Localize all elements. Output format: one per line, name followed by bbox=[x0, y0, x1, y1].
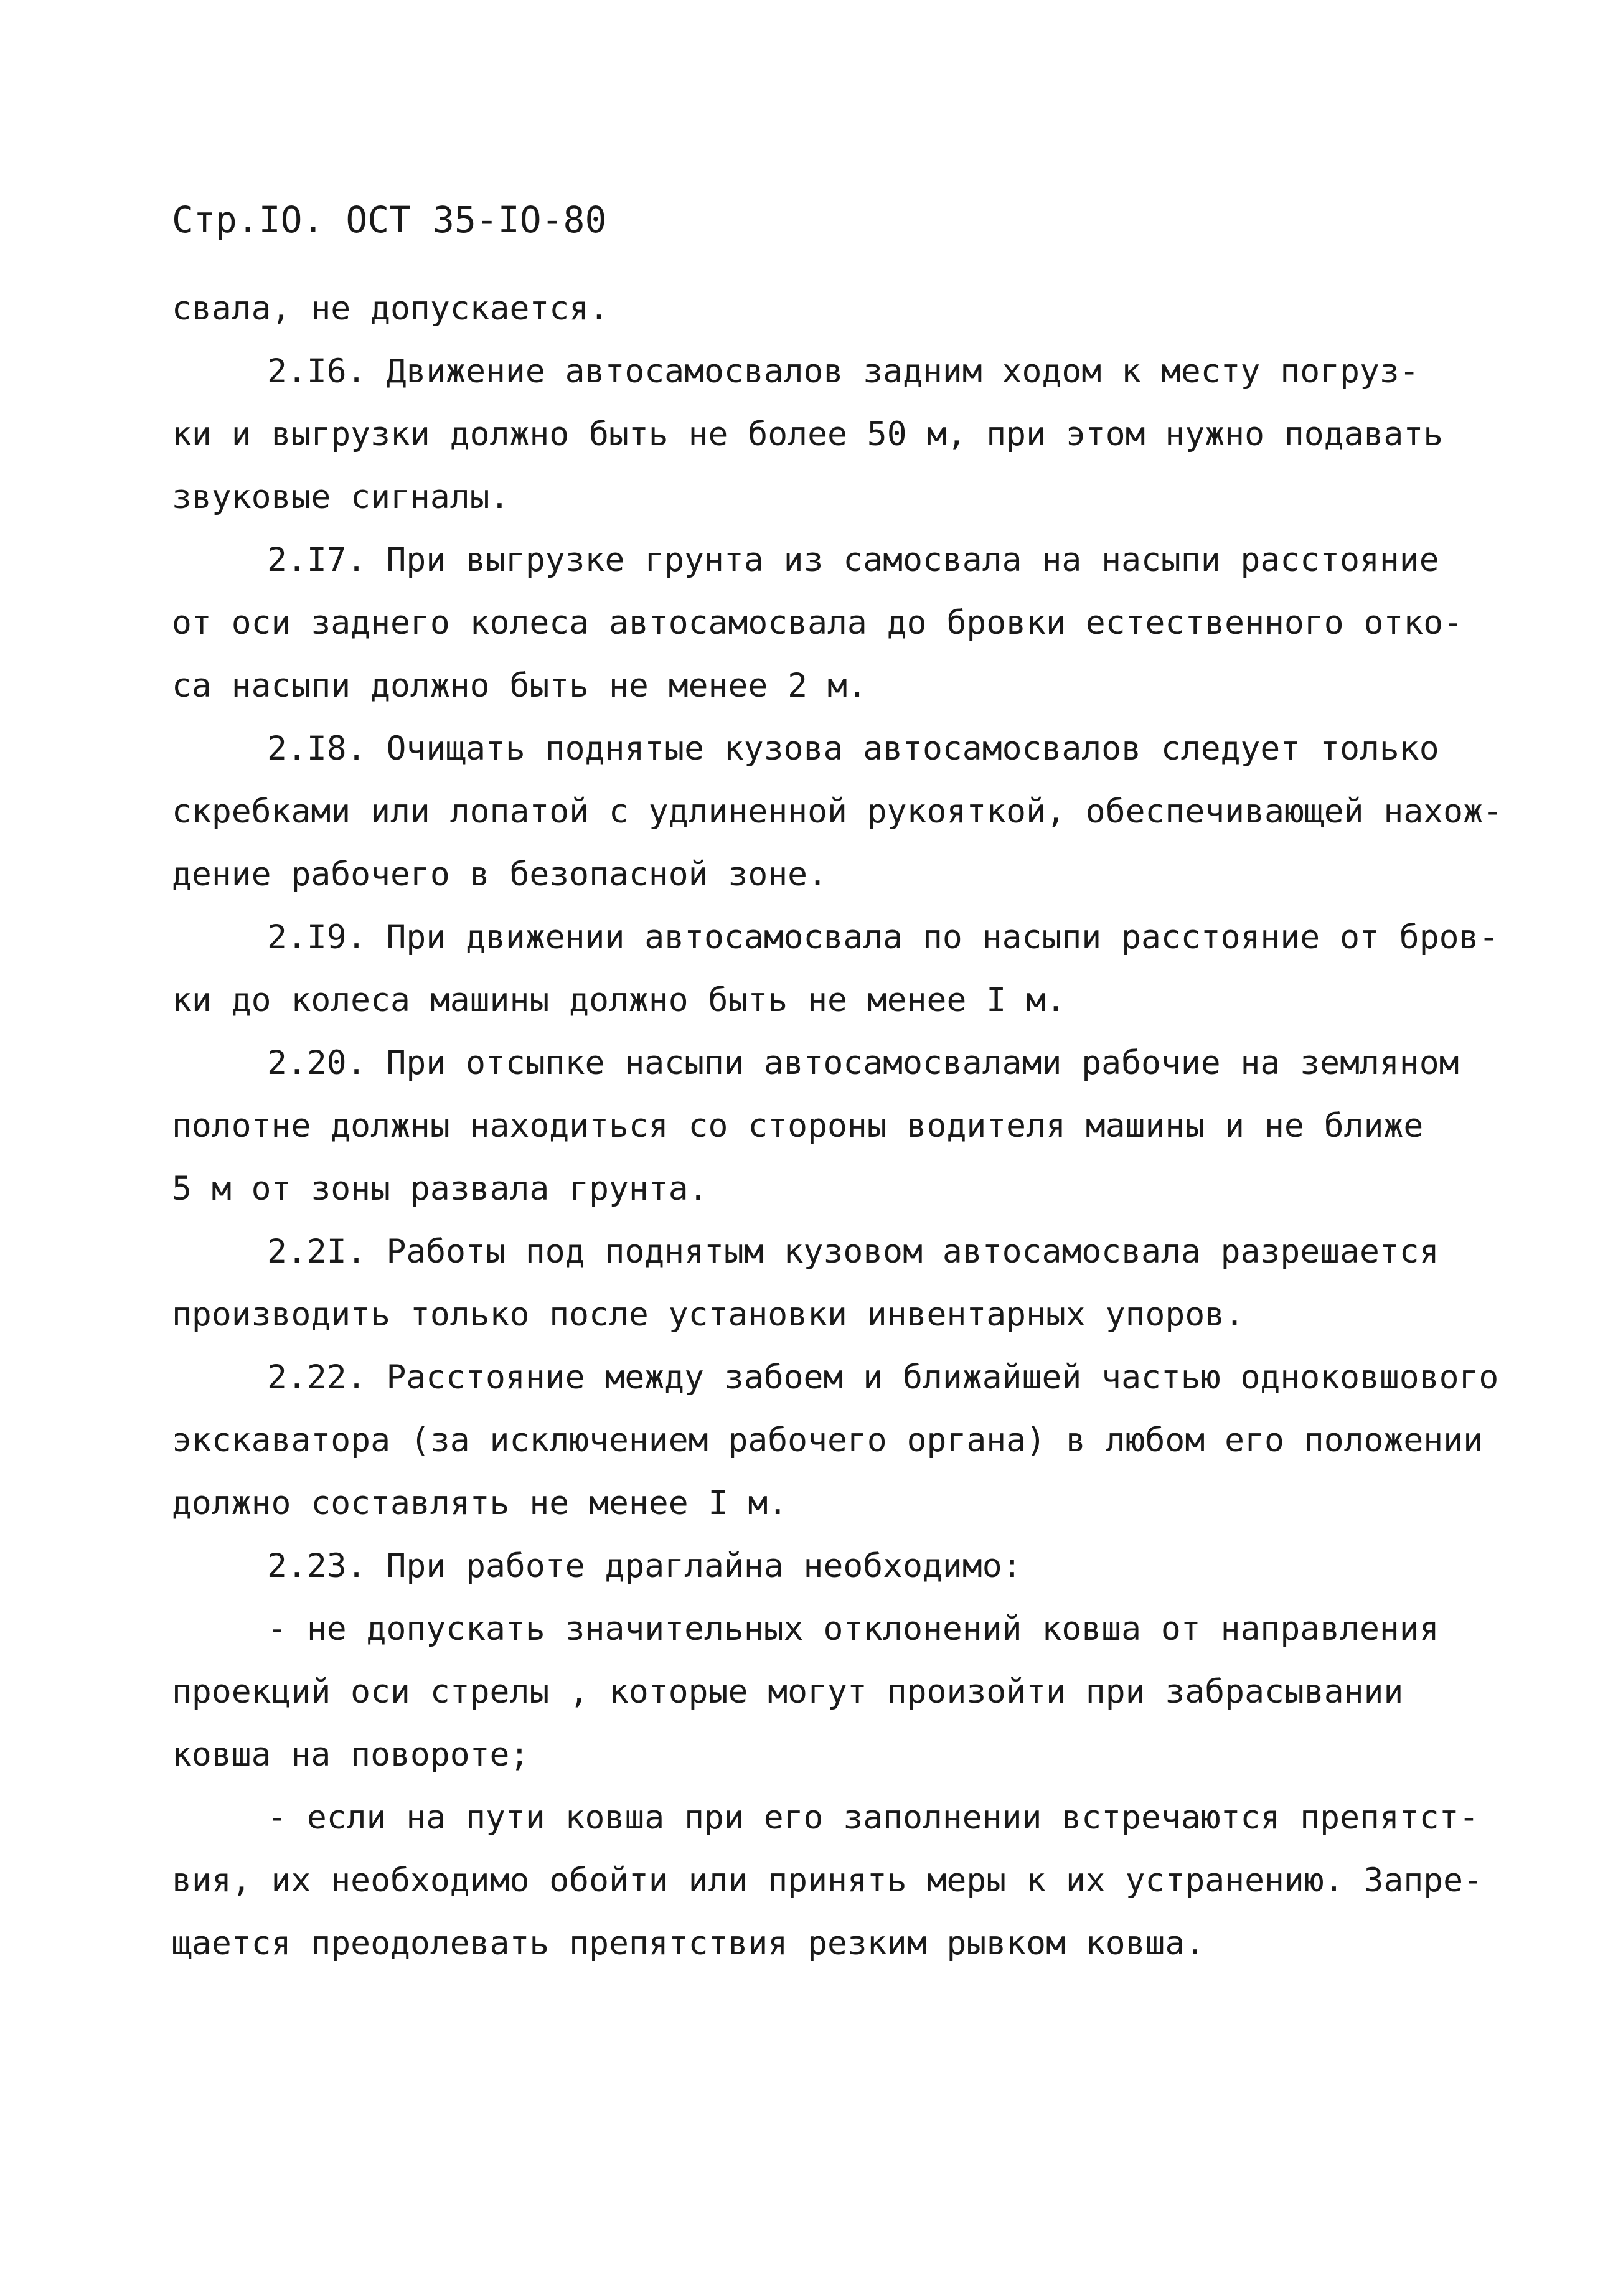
text-line: дение рабочего в безопасной зоне. bbox=[172, 855, 827, 893]
text-line: 2.I9. При движении автосамосвала по насыпи расстояние от бров- bbox=[267, 918, 1499, 956]
text-line: скребками или лопатой с удлиненной рукояткой, обеспечивающей нахож- bbox=[172, 793, 1503, 830]
text-line: 2.I8. Очищать поднятые кузова автосамосвалов следует только bbox=[267, 730, 1439, 768]
text-line: 2.I6. Движение автосамосвалов задним ходом к месту погруз- bbox=[267, 352, 1419, 390]
text-line: экскаватора (за исключением рабочего органа) в любом его положении bbox=[172, 1421, 1483, 1459]
text-line: 2.23. При работе драглайна необходимо: bbox=[267, 1547, 1022, 1585]
text-line: ки до колеса машины должно быть не менее I м. bbox=[172, 981, 1066, 1019]
document-body bbox=[172, 277, 1529, 1975]
text-line: производить только после установки инвентарных упоров. bbox=[172, 1296, 1245, 1334]
text-line: 2.22. Расстояние между забоем и ближайшей частью одноковшового bbox=[267, 1358, 1499, 1396]
text-line: полотне должны находиться со стороны водителя машины и не ближе bbox=[172, 1107, 1424, 1145]
text-line: вия, их необходимо обойти или принять меры к их устранению. Запре- bbox=[172, 1861, 1483, 1899]
text-line: свала, не допускается. bbox=[172, 289, 609, 327]
text-line: - не допускать значительных отклонений ковша от направления bbox=[267, 1610, 1439, 1648]
text-line: ки и выгрузки должно быть не более 50 м, при этом нужно подавать bbox=[172, 415, 1444, 453]
text-line: 2.I7. При выгрузке грунта из самосвала на насыпи расстояние bbox=[267, 541, 1439, 579]
text-line: - если на пути ковша при его заполнении встречаются препятст- bbox=[267, 1799, 1479, 1837]
text-line: проекций оси стрелы , которые могут произойти при забрасывании bbox=[172, 1673, 1404, 1711]
text-line: звуковые сигналы. bbox=[172, 478, 510, 516]
text-line: 2.2I. Работы под поднятым кузовом автосамосвала разрешается bbox=[267, 1233, 1439, 1271]
text-line: 2.20. При отсыпке насыпи автосамосвалами рабочие на земляном bbox=[267, 1044, 1459, 1082]
text-line: са насыпи должно быть не менее 2 м. bbox=[172, 667, 867, 705]
text-line: щается преодолевать препятствия резким рывком ковша. bbox=[172, 1924, 1205, 1962]
page-header: Стр.IO. ОСТ 35-IO-80 bbox=[172, 199, 607, 241]
text-line: от оси заднего колеса автосамосвала до бровки естественного отко- bbox=[172, 604, 1464, 642]
text-line: 5 м от зоны развала грунта. bbox=[172, 1170, 708, 1208]
text-line: должно составлять не менее I м. bbox=[172, 1484, 788, 1522]
text-line: ковша на повороте; bbox=[172, 1736, 530, 1774]
